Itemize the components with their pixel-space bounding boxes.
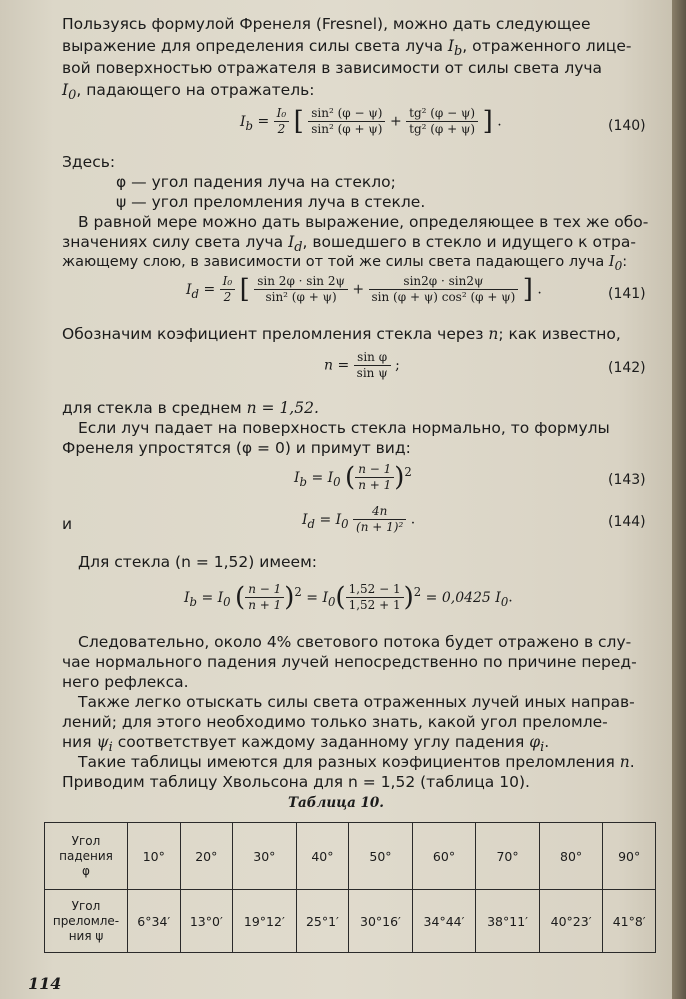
numerator: sin φ — [354, 350, 391, 366]
table-cell: 20° — [180, 823, 233, 890]
header-line: падения — [59, 848, 113, 863]
paren-open: ( — [335, 582, 346, 613]
colon: : — [622, 254, 628, 270]
symbol: = I — [319, 511, 342, 528]
numerator: 4n — [353, 504, 406, 520]
table-cell: 25°1′ — [296, 890, 349, 953]
table-cell: 60° — [412, 823, 476, 890]
text-span: жающему слою, в зависимости от той же силы света падающего луча — [62, 254, 609, 270]
text-line: Приводим таблицу Хвольсона для n = 1,52 (таблица 10). — [62, 773, 530, 791]
eq-mid — [311, 469, 341, 489]
denominator: sin ψ — [356, 366, 388, 380]
text-line — [62, 324, 621, 344]
symbol: I — [186, 281, 192, 298]
table-row — [45, 890, 656, 953]
text-line: Здесь: — [62, 153, 116, 171]
symbol-id — [288, 233, 303, 256]
eq-lhs — [302, 511, 315, 531]
symbol-n: n — [619, 753, 630, 771]
text-line: В равной мере можно дать выражение, определяющее в тех же обо- — [78, 213, 649, 231]
equation-142 — [324, 350, 400, 381]
subscript: b — [245, 118, 253, 133]
eq-fraction — [355, 462, 394, 493]
text-span: Обозначим коэфициент преломления стекла через — [62, 325, 489, 343]
text-line: чае нормального падения лучей непосредственно по причине перед- — [62, 653, 637, 671]
table-cell: 38°11′ — [476, 890, 540, 953]
bracket-close: ] — [522, 274, 533, 305]
symbol-psi-i — [96, 733, 113, 756]
text-span: Такие таблицы имеются для разных коэфициентов преломления — [78, 753, 620, 771]
text-line — [62, 398, 319, 418]
equals-sign: = — [203, 281, 216, 298]
symbol: = 0,0425 I — [425, 589, 501, 606]
eq-term2 — [369, 274, 519, 305]
eq-lhs — [294, 469, 307, 489]
table-cell: 30° — [233, 823, 297, 890]
period: . — [544, 733, 550, 751]
page-number: 114 — [28, 974, 62, 993]
subscript: 0 — [223, 594, 231, 609]
denominator: tg² (φ + ψ) — [409, 122, 476, 136]
table-cell: 40° — [296, 823, 349, 890]
subscript: b — [189, 594, 197, 609]
denominator: 2 — [223, 290, 232, 304]
equation-tail: ; — [395, 357, 400, 374]
text-line: φ — угол падения луча на стекло; — [116, 173, 396, 191]
numerator: tg² (φ − ψ) — [406, 106, 478, 122]
text-line: Следовательно, около 4% светового потока будет отражено в слу- — [78, 633, 632, 651]
table-cell: 19°12′ — [233, 890, 297, 953]
denominator: n + 1 — [358, 478, 392, 492]
header-line: φ — [82, 863, 90, 878]
denominator: n + 1 — [248, 598, 282, 612]
subscript: d — [294, 240, 303, 256]
table-cell: 13°0′ — [180, 890, 233, 953]
text-line: Также легко отыскать силы света отраженных лучей иных направ- — [78, 693, 635, 711]
eq-lhs — [184, 589, 197, 609]
table-row — [45, 823, 656, 890]
row-header-refraction — [45, 890, 128, 953]
text-line — [62, 252, 627, 276]
paren-close: ) — [284, 582, 295, 613]
table-cell: 80° — [539, 823, 603, 890]
text-line: Пользуясь формулой Френеля (Fresnel), можно дать следующее — [62, 15, 591, 33]
symbol: I — [288, 233, 295, 251]
subscript: b — [299, 474, 307, 489]
subscript: 0 — [500, 594, 509, 609]
equation-number: (143) — [608, 472, 646, 488]
text-line: Если луч падает на поверхность стекла нормально, то формулы — [78, 419, 610, 437]
text-span: выражение для определения силы света луча — [62, 37, 448, 55]
numerator: sin² (φ − ψ) — [308, 106, 385, 122]
eq-term1 — [308, 106, 385, 137]
eq-lhs: n = — [324, 357, 350, 374]
paren-open: ( — [235, 582, 246, 613]
subscript: 0 — [341, 516, 349, 531]
table-cell: 50° — [349, 823, 413, 890]
eq-fraction-numeric — [346, 582, 404, 613]
text-line: Для стекла (n = 1,52) имеем: — [78, 553, 318, 571]
equation-number: (141) — [608, 286, 646, 302]
text-line — [78, 752, 635, 772]
equation-140 — [240, 106, 502, 137]
symbol-ib — [447, 37, 463, 60]
numerator: I₀ — [274, 106, 290, 122]
denominator: sin² (φ + ψ) — [265, 290, 337, 304]
numerator: n − 1 — [355, 462, 394, 478]
eq-fraction — [354, 350, 391, 381]
symbol-phi-i — [529, 733, 545, 756]
eq-lhs — [240, 113, 253, 133]
symbol: = I — [201, 589, 224, 606]
paren-open: ( — [345, 462, 356, 493]
subscript: i — [540, 740, 545, 756]
equation-141 — [186, 274, 542, 305]
text-line: Френеля упростятся (φ = 0) и примут вид: — [62, 439, 411, 457]
table-cell: 40°23′ — [539, 890, 603, 953]
symbol: I — [240, 113, 246, 130]
text-span: значениях силу света луча — [62, 233, 289, 251]
plus-sign: + — [389, 113, 402, 130]
eq-coef — [220, 274, 236, 305]
symbol-i0 — [608, 254, 623, 273]
subscript: b — [454, 44, 463, 60]
exponent: 2 — [404, 464, 412, 479]
numerator: sin 2φ · sin 2ψ — [254, 274, 348, 290]
eq-fraction — [353, 504, 406, 535]
exponent: 2 — [413, 584, 422, 599]
subscript: d — [307, 516, 315, 531]
table-cell: 10° — [128, 823, 181, 890]
eq-mid — [201, 589, 231, 609]
equation-143 — [294, 462, 412, 493]
denominator: (n + 1)² — [356, 520, 404, 534]
table-caption: Таблица 10. — [287, 795, 385, 811]
text-span: , отраженного лице- — [462, 37, 632, 55]
text-span: , падающего на отражатель: — [76, 81, 315, 99]
text-line: вой поверхностью отражателя в зависимости от силы света луча — [62, 59, 603, 77]
eq-lhs — [186, 281, 199, 301]
text-span: , вошедшего в стекло и идущего к отра- — [302, 233, 636, 251]
symbol: I — [62, 81, 69, 99]
header-line: Угол — [71, 898, 101, 913]
row-header-incidence — [45, 823, 128, 890]
text-line: ψ — угол преломления луча в стекле. — [116, 193, 426, 211]
subscript: 0 — [333, 474, 341, 489]
denominator: sin² (φ + ψ) — [311, 122, 383, 136]
bracket-close: ] — [482, 106, 493, 137]
equation-tail: . — [537, 281, 542, 298]
page-edge — [672, 0, 686, 999]
subscript: i — [108, 740, 113, 756]
text-span: для стекла в среднем — [62, 399, 247, 417]
table-cell: 30°16′ — [349, 890, 413, 953]
eq-coef — [274, 106, 290, 137]
denominator: sin (φ + ψ) cos² (φ + ψ) — [371, 290, 516, 304]
equals-sign: = — [257, 113, 270, 130]
table-cell: 6°34′ — [128, 890, 181, 953]
denominator: 2 — [277, 122, 286, 136]
bracket-open: [ — [239, 274, 250, 305]
table-cell: 41°8′ — [603, 890, 656, 953]
bracket-open: [ — [293, 106, 304, 137]
symbol-n: n — [488, 325, 499, 343]
eq-result — [425, 589, 509, 609]
symbol: = I — [311, 469, 334, 486]
plus-sign: + — [352, 281, 365, 298]
eq-term2 — [406, 106, 478, 137]
equation-number: (144) — [608, 514, 646, 530]
exponent: 2 — [294, 584, 302, 599]
denominator: 1,52 + 1 — [348, 598, 401, 612]
header-line: Угол — [71, 833, 101, 848]
eq-mid — [319, 511, 349, 531]
refraction-table — [44, 822, 656, 953]
text-span: соответствует каждому заданному углу падения — [112, 733, 530, 751]
text-line: лений; для этого необходимо только знать, какой угол преломле- — [62, 713, 608, 731]
equation-number: (142) — [608, 360, 646, 376]
equation-144 — [302, 504, 415, 535]
equation-tail: . — [497, 113, 502, 130]
eq-term1 — [254, 274, 348, 305]
numerator: I₀ — [220, 274, 236, 290]
text-line: и — [62, 515, 73, 533]
table-cell: 34°44′ — [412, 890, 476, 953]
period: . — [629, 753, 635, 771]
numerator: 1,52 − 1 — [346, 582, 404, 598]
equation-tail: . — [508, 589, 513, 606]
value-n: n = 1,52. — [246, 399, 319, 417]
text-span: ; как известно, — [498, 325, 621, 343]
header-line: ния ψ — [68, 928, 104, 943]
subscript: d — [191, 286, 199, 301]
symbol: φ — [529, 733, 541, 751]
numerator: n − 1 — [245, 582, 284, 598]
table-cell: 90° — [603, 823, 656, 890]
equation-calculation — [184, 582, 513, 613]
eq-fraction — [245, 582, 284, 613]
text-span: ния — [62, 733, 97, 751]
symbol: I — [294, 469, 300, 486]
paren-close: ) — [394, 462, 405, 493]
table-cell: 70° — [476, 823, 540, 890]
text-line: него рефлекса. — [62, 673, 189, 691]
equation-tail: . — [410, 511, 416, 528]
symbol-i0 — [62, 81, 77, 104]
symbol: = I — [306, 589, 328, 606]
subscript: 0 — [328, 594, 336, 609]
symbol: I — [608, 254, 615, 270]
subscript: 0 — [614, 258, 623, 273]
paren-close: ) — [403, 582, 414, 613]
symbol: I — [302, 511, 308, 528]
header-line: преломле- — [52, 913, 120, 928]
subscript: 0 — [68, 88, 77, 104]
symbol: I — [447, 37, 455, 55]
symbol: I — [184, 589, 190, 606]
eq-mid2 — [306, 589, 336, 609]
symbol: ψ — [96, 733, 109, 751]
text-line — [62, 80, 314, 106]
numerator: sin2φ · sin2ψ — [369, 274, 519, 290]
equation-number: (140) — [608, 118, 646, 134]
